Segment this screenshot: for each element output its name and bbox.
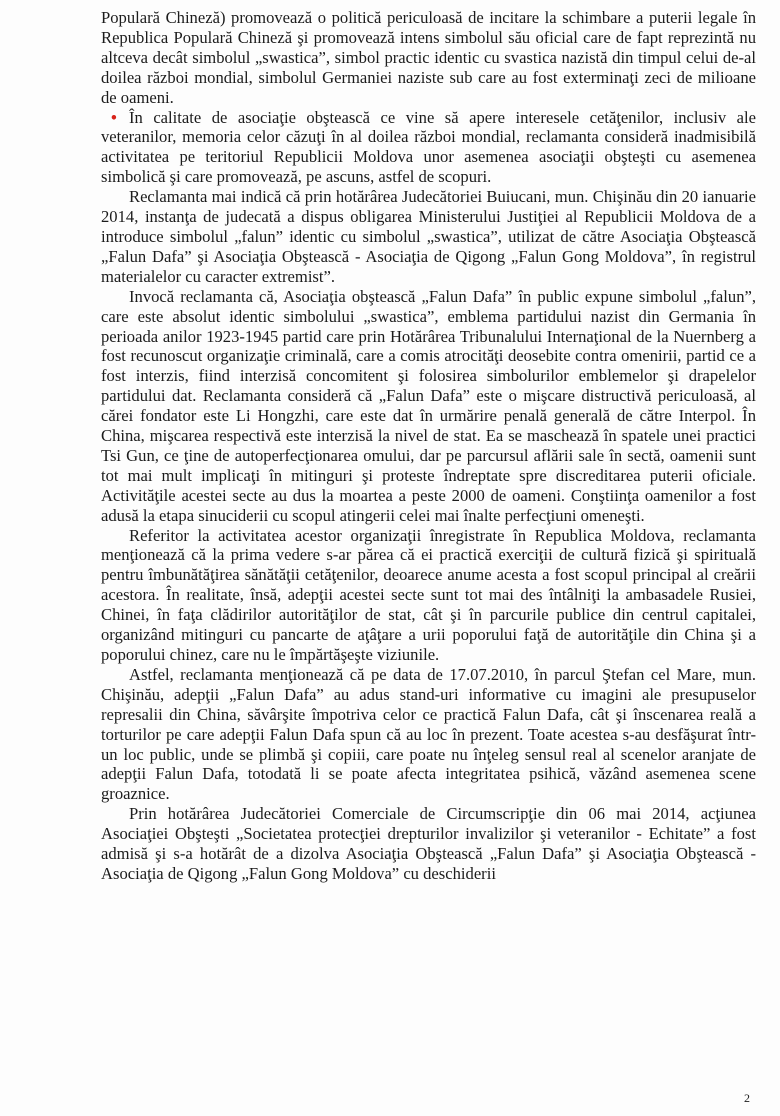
bullet-marker: • [111,107,117,127]
body-text [101,8,756,884]
paragraph: Reclamanta mai indică că prin hotărârea Judecătoriei Buiucani, mun. Chişinău din 20 ianuarie 2014, instanţa de judecată a dispus obligarea Ministerului Justiţiei al Republicii Moldova de a introduce simbolul „falun” identic cu simbolul „swastica”, utilizat de către Asociaţia Obştească „Falun Dafa” şi Asociaţia Obştească - Asociaţia de Qigong „Falun Gong Moldova”, în registrul materialelor cu caracter extremist”. [101,187,756,286]
page-number: 2 [744,1091,750,1105]
paragraph: Referitor la activitatea acestor organizaţii înregistrate în Republica Moldova, reclamanta menţionează că la prima vedere s-ar părea că ei practică exerciţii de cultură fizică şi spirituală pentru îmbunătăţirea sănătăţii cetăţenilor, deoarece anume acesta a fost scopul principal al creării acestora. În realitate, însă, adepţii acestei secte sunt tot mai des întâlniţi la ambasadele Rusiei, Chinei, în faţa clădirilor autorităţilor de stat, cât şi în parcurile publice din centrul capitalei, organizând mitinguri cu pancarte de aţâţare a urii poporului faţă de autorităţile din China şi a poporului chinez, care nu le împărtăşeşte viziunile. [101,525,756,664]
paragraph-text: În calitate de asociaţie obştească ce vine să apere interesele cetăţenilor, inclusiv ale veteranilor, memoria celor căzuţi în al doilea război mondial, reclamanta consideră inadmisibilă activitatea pe teritoriul Republicii Moldova unor asemenea asociaţii obşteşti cu asemenea simbolică şi care promovează, pe ascuns, astfel de scopuri. [101,107,756,187]
paragraph-bulleted [101,108,756,188]
paragraph-continuation: Populară Chineză) promovează o politică periculoasă de incitare la schimbare a puterii legale în Republica Populară Chineză şi promovează intens simbolul său oficial care de fapt reprezintă nu altceva decât simbolul „swastica”, simbol practic identic cu svastica nazistă din timpul celui de-al doilea război mondial, simbolul Germaniei naziste sub care au fost exterminaţi zeci de milioane de oameni. [101,8,756,107]
paragraph: Prin hotărârea Judecătoriei Comerciale de Circumscripţie din 06 mai 2014, acţiunea Asociaţiei Obşteşti „Societatea protecţiei drepturilor invalizilor şi veteranilor - Echitate” a fost admisă şi s-a hotărât de a dizolva Asociaţia Obştească „Falun Dafa” şi Asociaţia Obştească - Asociaţia de Qigong „Falun Gong Moldova” cu deschiderii [101,804,756,883]
paragraph: Astfel, reclamanta menţionează că pe data de 17.07.2010, în parcul Ştefan cel Mare, mun. Chişinău, adepţii „Falun Dafa” au adus stand-uri informative cu imagini ale presupuselor represalii din China, săvârşite împotriva celor ce practică Falun Dafa, cât şi înscenarea reală a torturilor pe care adepţii Falun Dafa spun că au loc în prezent. Toate acestea s-au desfăşurat într-un loc public, unde se plimbă şi copiii, care poate nu înţeleg sensul real al scenelor aranjate de adepţii Falun Dafa, totodată li se poate afecta integritatea psihică, văzând asemenea scene groaznice. [101,664,756,804]
paragraph: Invocă reclamanta că, Asociaţia obştească „Falun Dafa” în public expune simbolul „falun”, care este absolut identic simbolului „swastica”, emblema partidului nazist din Germania în perioada anilor 1923-1945 partid care prin Hotărârea Tribunalului Internaţional de la Nuernberg a fost recunoscut organizaţie criminală, care a comis atrocităţi deosebite contra omenirii, partid ce a fost interzis, fiind interzisă concomitent şi folosirea simbolurilor emblemelor şi drapelelor partidului dat. Reclamanta consideră că „Falun Dafa” este o mişcare distructivă periculoasă, al cărei fondator este Li Hongzhi, care este dat în urmărire penală generală de către Interpol. În China, mişcarea respectivă este interzisă la nivel de stat. Ea se maschează în spatele unei practici Tsi Gun, ce ţine de autoperfecţionarea omului, dar pe parcursul aflării sale în sectă, oamenii sunt tot mai mult implicaţi în mitinguri şi proteste îndreptate spre discreditarea puterii oficiale. Activităţile acestei secte au dus la moartea a peste 2000 de oameni. Conştiinţa oamenilor a fost adusă la etapa sinuciderii cu scopul atingerii celei mai înalte perfecţiuni omeneşti. [101,286,756,525]
